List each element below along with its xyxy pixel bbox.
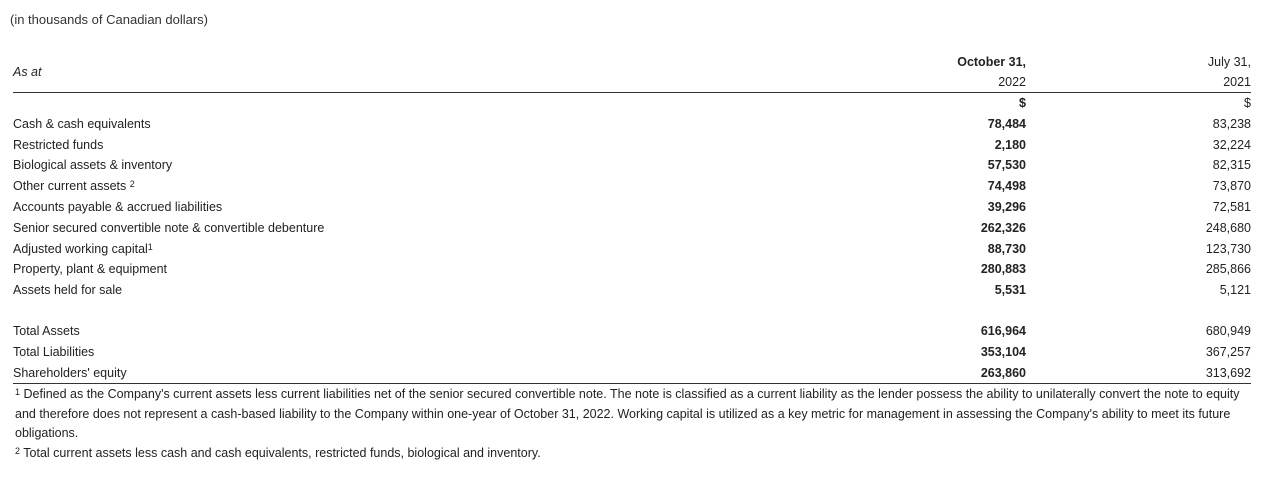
total-row bbox=[13, 363, 1251, 384]
balance-sheet-table bbox=[13, 52, 1251, 383]
total-label: Total Assets bbox=[13, 323, 80, 338]
row-label bbox=[13, 218, 813, 239]
footnote-mark-1: 1 bbox=[15, 387, 21, 397]
value-2022: 39,296 bbox=[987, 199, 1026, 214]
row-label-text: Accounts payable & accrued liabilities bbox=[13, 199, 223, 214]
units-note: (in thousands of Canadian dollars) bbox=[10, 12, 209, 27]
row-label-text: Biological assets & inventory bbox=[13, 158, 173, 173]
footnote-divider bbox=[13, 383, 1251, 384]
currency-2022: $ bbox=[1019, 96, 1026, 110]
row-label bbox=[13, 239, 813, 260]
total-value-2021: 313,692 bbox=[1205, 365, 1251, 380]
col-header-2022-line1: October 31, bbox=[957, 55, 1026, 69]
table-row bbox=[13, 155, 1251, 176]
currency-2021: $ bbox=[1244, 96, 1251, 110]
total-label: Shareholders' equity bbox=[13, 365, 127, 380]
row-label-text: Other current assets bbox=[13, 179, 130, 194]
value-2022: 78,484 bbox=[987, 116, 1026, 131]
row-label-text: Restricted funds bbox=[13, 137, 104, 152]
row-label bbox=[13, 197, 813, 218]
row-label-text: Cash & cash equivalents bbox=[13, 116, 151, 131]
row-label bbox=[13, 259, 813, 280]
row-label-text: Property, plant & equipment bbox=[13, 262, 168, 277]
header-row bbox=[13, 52, 1251, 72]
footnote-mark-2: 2 bbox=[15, 445, 21, 456]
footnote-ref: 2 bbox=[129, 179, 135, 190]
row-label bbox=[13, 114, 813, 135]
col-header-2021-line2: 2021 bbox=[1026, 72, 1251, 93]
col-header-2022-line2: 2022 bbox=[813, 72, 1026, 93]
currency-row bbox=[13, 93, 1251, 114]
value-2021: 248,680 bbox=[1205, 220, 1251, 235]
value-2022: 262,326 bbox=[980, 220, 1026, 235]
table-row bbox=[13, 114, 1251, 135]
spacer-row bbox=[13, 301, 1251, 321]
footnote-text-1: Defined as the Company's current assets less current liabilities net of the senior secured convertible note. The note is classified as a current liability as the lender possess the ability to unilaterally convert the note to equity and therefore does not represent a cash-based liability to the Company within one-year of October 31, 2022. Working capital is utilized as a key metric for management in assessing the Company's ability to meet its future obligations. bbox=[15, 387, 1240, 440]
value-2021: 32,224 bbox=[1212, 137, 1251, 152]
footnote-text-2: Total current assets less cash and cash equivalents, restricted funds, biological and inventory. bbox=[20, 445, 541, 460]
value-2022: 280,883 bbox=[980, 262, 1026, 277]
value-2021: 72,581 bbox=[1212, 199, 1251, 214]
value-2022: 88,730 bbox=[987, 241, 1026, 256]
total-row bbox=[13, 321, 1251, 342]
value-2021: 285,866 bbox=[1205, 262, 1251, 277]
total-value-2022: 263,860 bbox=[980, 365, 1026, 380]
table-row bbox=[13, 239, 1251, 260]
table-row bbox=[13, 280, 1251, 301]
total-label: Total Liabilities bbox=[13, 344, 95, 359]
table-row bbox=[13, 197, 1251, 218]
value-2022: 2,180 bbox=[994, 137, 1026, 152]
value-2021: 73,870 bbox=[1212, 179, 1251, 194]
footnote-ref: 1 bbox=[147, 241, 153, 252]
row-label bbox=[13, 280, 813, 301]
footnote-2 bbox=[15, 444, 1251, 464]
total-value-2022: 616,964 bbox=[980, 323, 1026, 338]
table-row bbox=[13, 135, 1251, 156]
row-label-text: Assets held for sale bbox=[13, 283, 123, 298]
value-2022: 57,530 bbox=[987, 158, 1026, 173]
total-value-2021: 680,949 bbox=[1205, 323, 1251, 338]
col-header-2021-line1: July 31, bbox=[1207, 55, 1251, 69]
row-label bbox=[13, 135, 813, 156]
row-label-text: Senior secured convertible note & convertible debenture bbox=[13, 220, 325, 235]
table-row bbox=[13, 176, 1251, 197]
as-at-label: As at bbox=[13, 52, 813, 93]
footnote-1 bbox=[15, 385, 1251, 444]
value-2021: 82,315 bbox=[1212, 158, 1251, 173]
value-2022: 5,531 bbox=[994, 283, 1026, 298]
row-label bbox=[13, 155, 813, 176]
total-row bbox=[13, 342, 1251, 363]
value-2021: 83,238 bbox=[1212, 116, 1251, 131]
row-label-text: Adjusted working capital bbox=[13, 241, 148, 256]
line-items bbox=[13, 114, 1251, 301]
table-row bbox=[13, 259, 1251, 280]
value-2022: 74,498 bbox=[987, 179, 1026, 194]
footnotes bbox=[15, 385, 1251, 463]
total-value-2022: 353,104 bbox=[980, 344, 1026, 359]
table-row bbox=[13, 218, 1251, 239]
value-2021: 5,121 bbox=[1219, 283, 1251, 298]
value-2021: 123,730 bbox=[1205, 241, 1251, 256]
row-label bbox=[13, 176, 813, 197]
total-value-2021: 367,257 bbox=[1205, 344, 1251, 359]
totals bbox=[13, 321, 1251, 383]
